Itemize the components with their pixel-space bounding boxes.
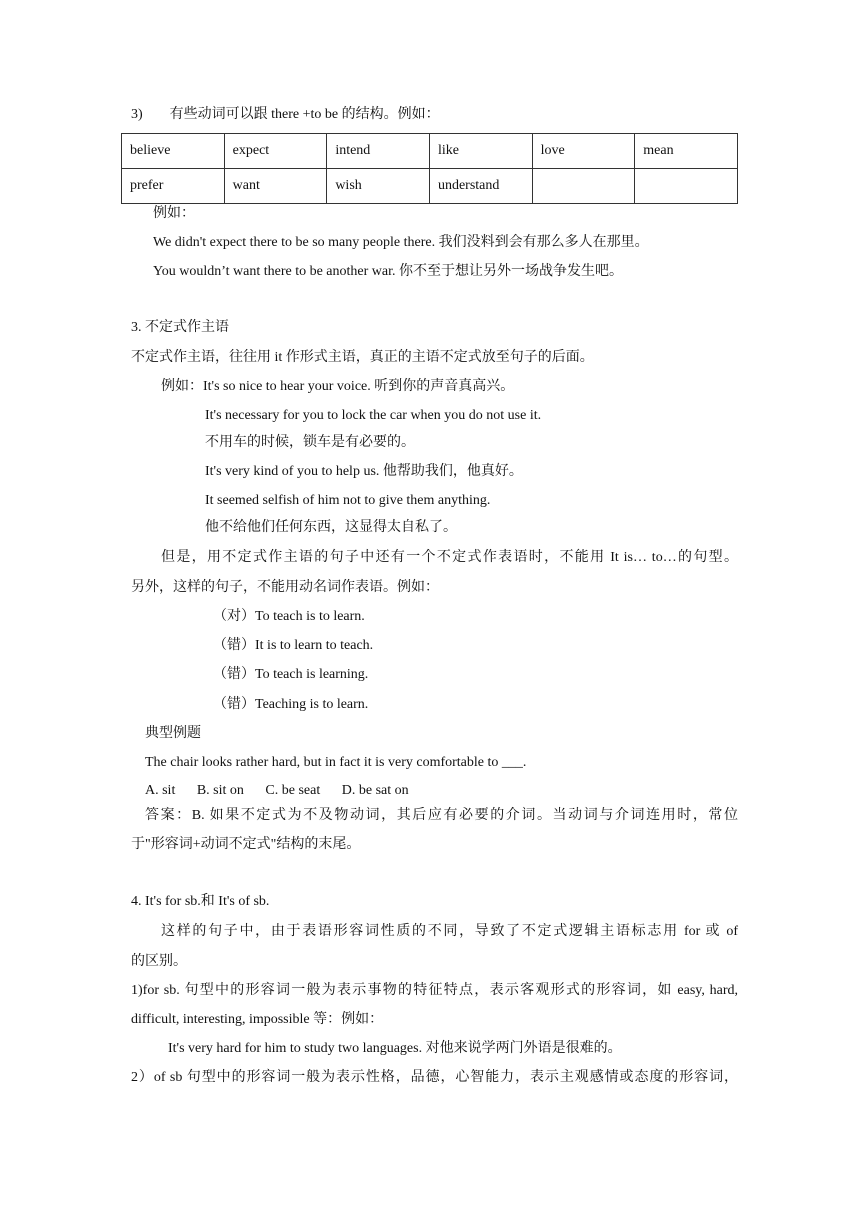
judgement-correct: （对）To teach is to learn. <box>213 609 365 624</box>
item-heading-text: 有些动词可以跟 there +to be 的结构。例如： <box>169 107 440 122</box>
note-paragraph-line: 另外，这样的句子，不能用动名词作表语。例如： <box>131 580 439 595</box>
table-cell: wish <box>327 169 430 204</box>
table-row <box>122 169 738 204</box>
judgement-wrong: （错）To teach is learning. <box>213 667 369 682</box>
option-b: B. sit on <box>196 783 244 798</box>
table-cell <box>635 169 738 204</box>
option-a: A. sit <box>145 783 176 798</box>
question-text: The chair looks rather hard, but in fact it is very comfortable to ___. <box>145 755 527 770</box>
verb-table <box>121 133 738 204</box>
point-1-line: 1)for sb. 句型中的形容词一般为表示事物的特征特点，表示客观形式的形容词，如 easy, hard, <box>131 983 738 998</box>
answer-line: 答案：B. 如果不定式为不及物动词，其后应有必要的介词。当动词与介词连用时，常位 <box>145 808 738 823</box>
option-c: C. be seat <box>265 783 321 798</box>
point-1-line: difficult, interesting, impossible 等：例如： <box>131 1012 384 1027</box>
judgement-wrong: （错）It is to learn to teach. <box>213 638 374 653</box>
item-3-heading <box>131 105 440 125</box>
example-sentence: You wouldn’t want there to be another war. 你不至于想让另外一场战争发生吧。 <box>153 264 623 279</box>
example-translation: 不用车的时候，锁车是有必要的。 <box>205 435 415 450</box>
example-sentence: It's very kind of you to help us. 他帮助我们，他真好。 <box>205 464 523 479</box>
note-paragraph-line: 但是，用不定式作主语的句子中还有一个不定式作表语时，不能用 It is… to…的句型。 <box>161 550 738 565</box>
judgement-wrong: （错）Teaching is to learn. <box>213 697 369 712</box>
example-sentence: It's necessary for you to lock the car when you do not use it. <box>205 408 542 423</box>
example-sentence: We didn't expect there to be so many people there. 我们没料到会有那么多人在那里。 <box>153 235 649 250</box>
table-cell: like <box>429 134 532 169</box>
example-translation: 他不给他们任何东西，这显得太自私了。 <box>205 520 457 535</box>
option-d: D. be sat on <box>341 783 409 798</box>
section-4-intro-line: 的区别。 <box>131 954 187 969</box>
section-4-title: 4. It's for sb.和 It's of sb. <box>131 894 270 909</box>
table-cell: expect <box>224 134 327 169</box>
section-3-title: 3. 不定式作主语 <box>131 320 229 335</box>
point-2-line: 2）of sb 句型中的形容词一般为表示性格，品德，心智能力，表示主观感情或态度的形容词， <box>131 1070 738 1085</box>
example-sentence: It seemed selfish of him not to give them anything. <box>205 493 491 508</box>
table-cell: love <box>532 134 635 169</box>
answer-line: 于"形容词+动词不定式"结构的末尾。 <box>131 837 361 852</box>
example-label: 例如： <box>153 206 195 221</box>
table-row <box>122 134 738 169</box>
table-cell: intend <box>327 134 430 169</box>
table-cell: mean <box>635 134 738 169</box>
section-4-intro-line: 这样的句子中，由于表语形容词性质的不同，导致了不定式逻辑主语标志用 for 或 of <box>161 924 738 939</box>
answer-options <box>145 781 427 801</box>
point-1-example: It's very hard for him to study two languages. 对他来说学两门外语是很难的。 <box>168 1041 622 1056</box>
table-cell: understand <box>429 169 532 204</box>
table-cell: believe <box>122 134 225 169</box>
table-cell: want <box>224 169 327 204</box>
example-sentence: 例如：It's so nice to hear your voice. 听到你的声音真高兴。 <box>161 379 515 394</box>
section-3-intro: 不定式作主语，往往用 it 作形式主语，真正的主语不定式放至句子的后面。 <box>131 350 594 365</box>
typical-example-label: 典型例题 <box>145 726 201 741</box>
table-cell <box>532 169 635 204</box>
table-cell: prefer <box>122 169 225 204</box>
item-number: 3) <box>131 107 143 122</box>
